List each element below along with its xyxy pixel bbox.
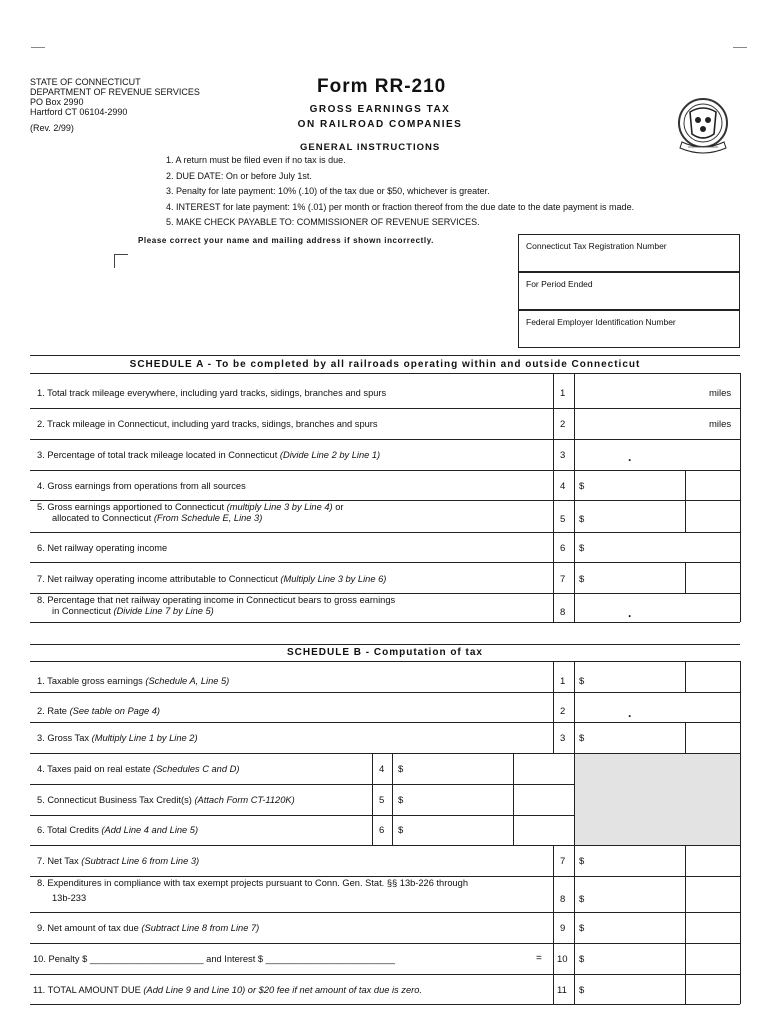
line-number: 4 (379, 764, 385, 775)
row-rule (30, 1004, 740, 1005)
dollar-sign: $ (579, 543, 585, 554)
col-rule (740, 753, 741, 845)
schedule-b-header-rule (30, 661, 740, 662)
row-rule (30, 500, 740, 501)
line-instruction: (Divide Line 2 by Line 1) (279, 450, 381, 460)
schedule-b-line-9 (37, 923, 259, 934)
dollar-sign: $ (579, 514, 585, 525)
form-subtitle-1: GROSS EARNINGS TAX (309, 104, 451, 115)
dollar-sign: $ (398, 764, 404, 775)
schedule-a-cents-col-a (685, 470, 686, 532)
schedule-b-line-8 (37, 878, 468, 907)
instructions-heading: GENERAL INSTRUCTIONS (300, 142, 441, 153)
agency-block (30, 77, 200, 133)
line-number: 4 (560, 481, 566, 492)
line-instruction: (Add Line 9 and Line 10) or $20 fee if net amount of tax due is zero. (143, 985, 422, 995)
col-rule (372, 753, 373, 845)
line-number: 1 (560, 676, 566, 687)
schedule-b-heading: SCHEDULE B - Computation of tax (287, 647, 483, 658)
line-number: 2 (560, 419, 566, 430)
line-text: 9. Net amount of tax due (37, 923, 142, 933)
row-rule (30, 593, 740, 594)
line-number: 1 (560, 388, 566, 399)
dollar-sign: $ (579, 676, 585, 687)
instruction-item: 3. Penalty for late payment: 10% (.10) of the tax due or $50, whichever is greater. (166, 186, 490, 196)
form-revision: (Rev. 2/99) (30, 123, 74, 133)
line-text: 3. Percentage of total track mileage located in Connecticut (37, 450, 280, 460)
col-rule (392, 753, 393, 845)
row-rule (30, 470, 740, 471)
line-number: 7 (560, 856, 566, 867)
row-rule (30, 622, 740, 623)
instruction-item: 5. MAKE CHECK PAYABLE TO: COMMISSIONER OF REVENUE SERVICES. (166, 217, 480, 227)
instructions-list (166, 153, 634, 231)
line-text: 6. Net railway operating income (37, 543, 168, 553)
line-instruction: (multiply Line 3 by Line 4) (226, 502, 333, 512)
line-instruction: (Attach Form CT-1120K) (194, 795, 295, 805)
schedule-a-line-3 (37, 450, 380, 461)
schedule-b-line-1 (37, 676, 229, 687)
form-subtitle-2: ON RAILROAD COMPANIES (297, 119, 463, 130)
line-text: 4. Gross earnings from operations from all sources (37, 481, 246, 491)
registration-mark-left (31, 47, 45, 48)
line-text: 6. Total Credits (37, 825, 102, 835)
address-window-corner (114, 254, 128, 268)
schedule-a-line-2 (37, 419, 378, 430)
line-instruction: (Subtract Line 8 from Line 7) (141, 923, 260, 933)
schedule-b-line-2 (37, 706, 160, 717)
schedule-a-top-rule (30, 355, 740, 356)
row-rule (30, 876, 740, 877)
col-rule (740, 845, 741, 1004)
schedule-b-line-4 (37, 764, 239, 775)
schedule-a-header-rule (30, 373, 740, 374)
fein-label: Federal Employer Identification Number (526, 317, 676, 327)
schedule-a-heading: SCHEDULE A - To be completed by all railroads operating within and outside Connecticut (129, 359, 641, 370)
line-number: 5 (379, 795, 385, 806)
shaded-area (575, 754, 740, 845)
row-rule (30, 815, 575, 816)
decimal-point: . (628, 606, 632, 620)
line-text: 4. Taxes paid on real estate (37, 764, 154, 774)
line-instruction: (Schedules C and D) (153, 764, 240, 774)
schedule-b-top-rule (30, 644, 740, 645)
schedule-a-line-5 (37, 502, 343, 524)
line-text: 5. Gross earnings apportioned to Connecticut (37, 502, 227, 512)
line-text: 1. Taxable gross earnings (37, 676, 146, 686)
col-rule (553, 845, 554, 1004)
line-number: 10 (557, 954, 568, 965)
row-rule (30, 439, 740, 440)
schedule-a-line-8 (37, 595, 395, 617)
schedule-a-line-4 (37, 481, 246, 492)
line-number: 6 (560, 543, 566, 554)
schedule-a-line-1 (37, 388, 386, 399)
line-number: 8 (560, 607, 566, 618)
agency-department: DEPARTMENT OF REVENUE SERVICES (30, 87, 200, 97)
dollar-sign: $ (579, 733, 585, 744)
line-instruction: (Add Line 4 and Line 5) (101, 825, 199, 835)
tax-registration-label: Connecticut Tax Registration Number (526, 241, 667, 251)
schedule-a-cents-col-b (685, 562, 686, 593)
line-text: 13b-233 (52, 893, 87, 903)
instruction-item: 2. DUE DATE: On or before July 1st. (166, 170, 312, 181)
period-ended-box[interactable] (518, 272, 740, 310)
schedule-b-line-7 (37, 856, 199, 867)
line-text: 8. Expenditures in compliance with tax exempt projects pursuant to Conn. Gen. Stat. §§ 13b-226 through (37, 878, 469, 888)
line-text: 7. Net railway operating income attributable to Connecticut (37, 574, 281, 584)
line-text: 3. Gross Tax (37, 733, 92, 743)
registration-mark-right (733, 47, 747, 48)
row-rule (30, 845, 740, 846)
state-seal-icon (668, 90, 738, 160)
miles-unit: miles (709, 388, 732, 399)
schedule-b-line-5 (37, 795, 295, 806)
dollar-sign: $ (579, 985, 585, 996)
row-rule (30, 692, 740, 693)
instruction-item: 1. A return must be filed even if no tax is due. (166, 155, 346, 165)
line-number: 3 (560, 733, 566, 744)
line-text: in Connecticut (52, 606, 114, 616)
agency-po-box: PO Box 2990 (30, 97, 84, 107)
line-text: 2. Track mileage in Connecticut, including yard tracks, sidings, branches and spurs (37, 419, 378, 429)
equals-sign: = (536, 953, 542, 964)
form-title: Form RR-210 (317, 76, 447, 97)
dollar-sign: $ (398, 825, 404, 836)
miles-unit: miles (709, 419, 732, 430)
dollar-sign: $ (579, 894, 585, 905)
row-rule (30, 784, 575, 785)
schedule-b-line-6 (37, 825, 198, 836)
schedule-a-line-6 (37, 543, 167, 554)
line-instruction: (See table on Page 4) (69, 706, 161, 716)
line-number: 9 (560, 923, 566, 934)
row-rule (30, 532, 740, 533)
line-text: 5. Connecticut Business Tax Credit(s) (37, 795, 195, 805)
row-rule (30, 562, 740, 563)
line-instruction: (Schedule A, Line 5) (145, 676, 230, 686)
col-rule (553, 661, 554, 753)
dollar-sign: $ (579, 954, 585, 965)
schedule-a-num-col-right (574, 373, 575, 622)
line-text: 8. Percentage that net railway operating income in Connecticut bears to gross earnings (37, 595, 396, 605)
line-text: 1. Total track mileage everywhere, including yard tracks, sidings, branches and spurs (37, 388, 387, 398)
tax-registration-box[interactable] (518, 234, 740, 272)
row-rule (30, 943, 740, 944)
line-text: allocated to Connecticut (52, 513, 154, 523)
row-rule (30, 408, 740, 409)
line-number: 6 (379, 825, 385, 836)
dollar-sign: $ (579, 481, 585, 492)
line-text: 10. Penalty $ ______________________ and Interest $ _________________________ (33, 954, 395, 964)
period-ended-label: For Period Ended (526, 279, 593, 289)
line-text: or (332, 502, 344, 512)
line-number: 7 (560, 574, 566, 585)
line-text: 7. Net Tax (37, 856, 82, 866)
line-instruction: (Multiply Line 1 by Line 2) (91, 733, 198, 743)
instruction-item: 4. INTEREST for late payment: 1% (.01) per month or fraction thereof from the due date to the date payment is made. (166, 201, 635, 212)
line-number: 3 (560, 450, 566, 461)
agency-city: Hartford CT 06104-2990 (30, 107, 128, 117)
line-text: 11. TOTAL AMOUNT DUE (33, 985, 144, 995)
agency-state: STATE OF CONNECTICUT (30, 77, 141, 87)
fein-box[interactable] (518, 310, 740, 348)
line-instruction: (Divide Line 7 by Line 5) (113, 606, 214, 616)
col-rule (740, 661, 741, 753)
line-number: 2 (560, 706, 566, 717)
dollar-sign: $ (579, 856, 585, 867)
col-rule (685, 845, 686, 1004)
decimal-point: . (628, 450, 632, 464)
row-rule (30, 912, 740, 913)
line-number: 11 (557, 985, 567, 996)
decimal-point: . (628, 706, 632, 720)
line-number: 8 (560, 894, 566, 905)
row-rule (30, 753, 740, 754)
dollar-sign: $ (398, 795, 404, 806)
row-rule (30, 722, 740, 723)
dollar-sign: $ (579, 574, 585, 585)
col-rule (574, 845, 575, 1004)
col-rule (685, 661, 686, 692)
schedule-a-num-col-left (553, 373, 554, 622)
schedule-b-line-11 (33, 985, 422, 996)
schedule-a-right-border (740, 373, 741, 622)
dollar-sign: $ (579, 923, 585, 934)
schedule-a-line-7 (37, 574, 386, 585)
line-instruction: (From Schedule E, Line 3) (153, 513, 263, 523)
address-correction-note: Please correct your name and mailing address if shown incorrectly. (138, 236, 434, 245)
col-rule (685, 722, 686, 753)
line-text: 2. Rate (37, 706, 70, 716)
schedule-b-line-10 (33, 954, 395, 965)
col-rule (513, 753, 514, 845)
row-rule (30, 974, 740, 975)
line-instruction: (Multiply Line 3 by Line 6) (280, 574, 387, 584)
line-number: 5 (560, 514, 566, 525)
line-instruction: (Subtract Line 6 from Line 3) (81, 856, 200, 866)
schedule-b-line-3 (37, 733, 198, 744)
col-rule (574, 661, 575, 753)
